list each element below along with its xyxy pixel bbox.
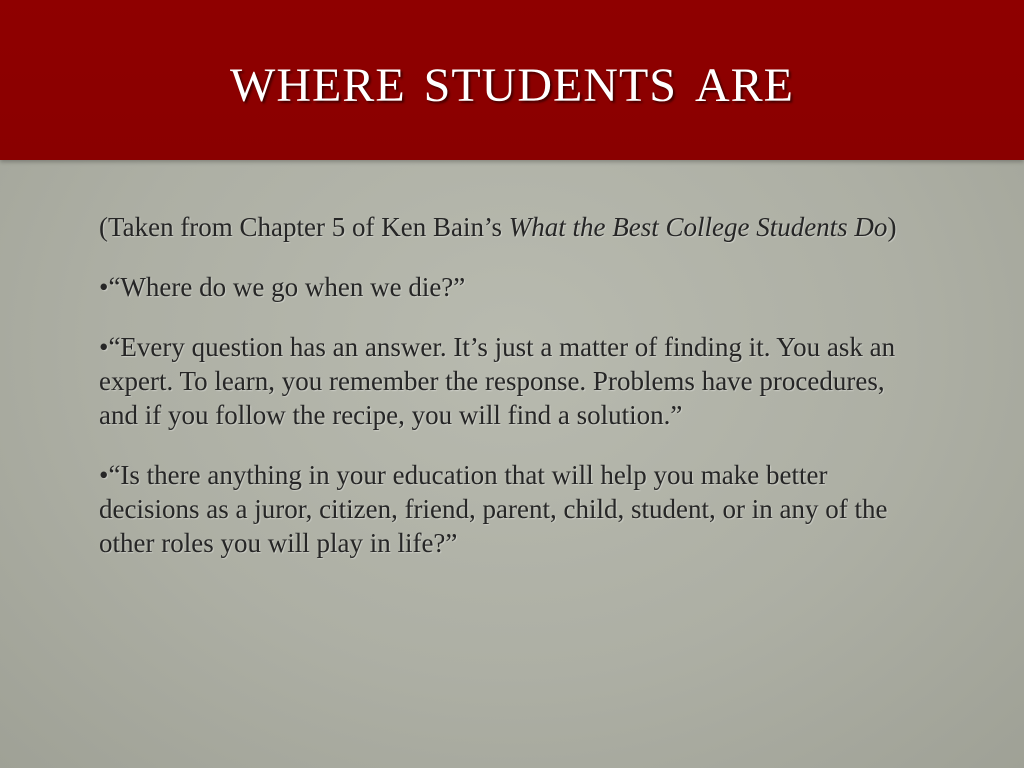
slide-title: where students are: [230, 40, 794, 116]
source-suffix: ): [887, 212, 897, 242]
bullet-item-1: •“Where do we go when we die?”: [99, 272, 466, 302]
slide-content: [99, 210, 929, 586]
source-prefix: (Taken from Chapter 5 of Ken Bain’s: [99, 212, 509, 242]
bullet-item-2: •“Every question has an answer. It’s just a matter of finding it. You ask an expert. To learn, you remember the response. Problems have procedures, and if you follow the recipe, you will find a solution.”: [99, 332, 896, 430]
bullet-item-3: •“Is there anything in your education that will help you make better decisions as a juror, citizen, friend, parent, child, student, or in any of the other roles you will play in life?”: [99, 460, 888, 558]
book-title: What the Best College Students Do: [508, 212, 888, 242]
title-bar: [0, 0, 1024, 160]
source-citation: [99, 210, 929, 244]
